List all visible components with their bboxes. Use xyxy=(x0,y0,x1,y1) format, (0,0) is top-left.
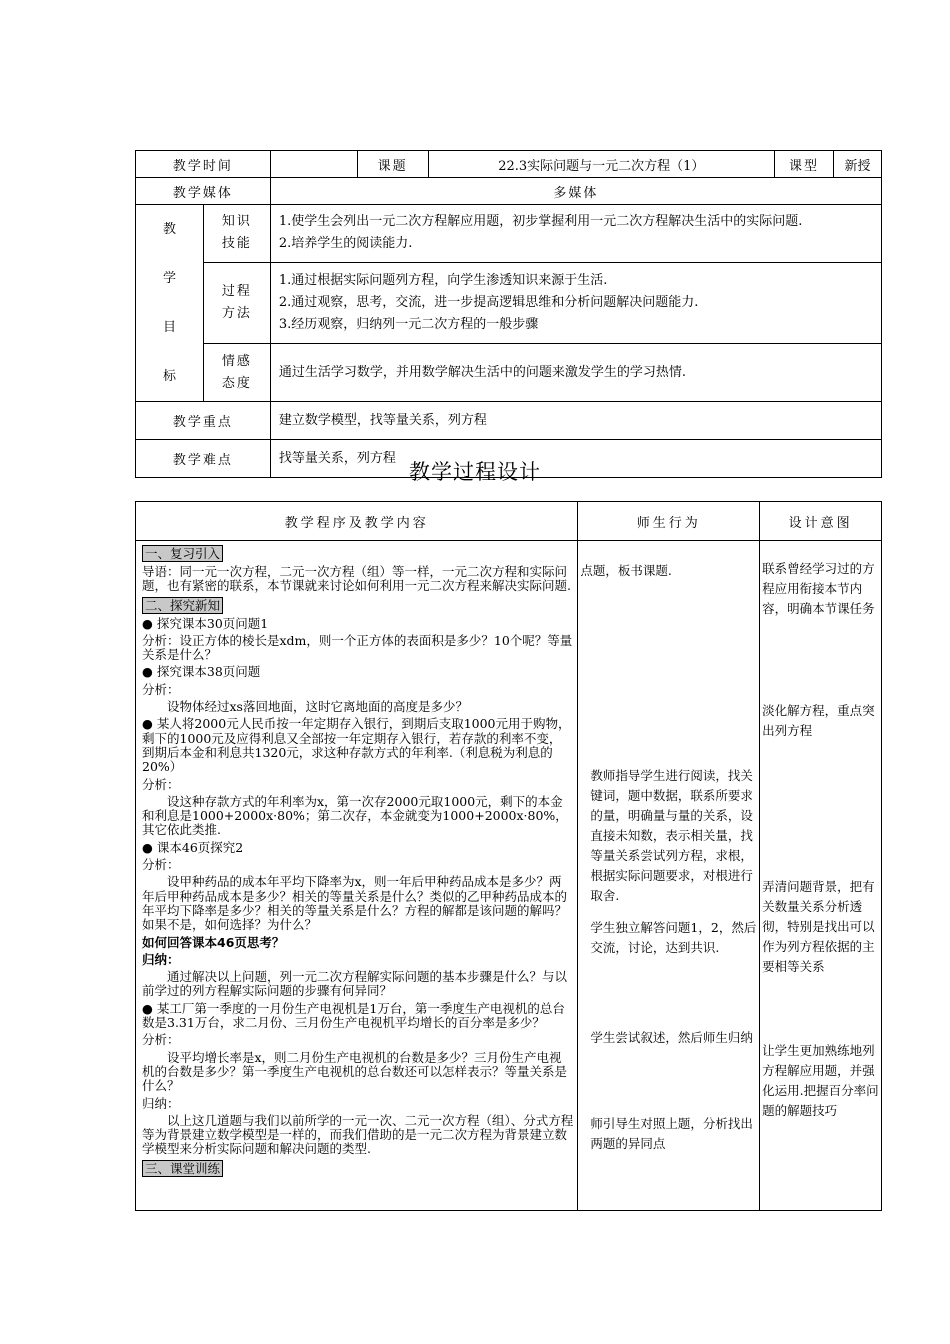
difficulty-label: 教学难点 xyxy=(136,440,271,478)
goals-label-char: 学 xyxy=(162,271,176,286)
action-item: 学生尝试叙述，然后师生归纳 xyxy=(590,1030,753,1045)
action-item: 师引导生对照上题，分析找出两题的异同点 xyxy=(590,1116,753,1151)
content-line: 设平均增长率是x，则二月份生产电视机的台数是多少？三月份生产电视机的台数是多少？第一季度生产电视机的总台数还可以怎样表示？等量关系是什么？ xyxy=(142,1049,568,1094)
action-item: 教师指导学生进行阅读，找关键词，题中数据，联系所要求的量，明确量与量的关系，设直接未知数，表示相关量，找等量关系尝试列方程，求根，根据实际问题要求，对根进行取舍. xyxy=(590,768,753,903)
action-item: 点题，板书课题. xyxy=(580,563,672,578)
content-line: 分析： xyxy=(142,776,180,792)
section-heading-label: 一、复习引入 xyxy=(142,545,223,562)
content-line: 如何回答课本46页思考？ xyxy=(142,934,285,950)
teaching-content xyxy=(136,541,578,1211)
content-line: 设物体经过xs落回地面，这时它离地面的高度是多少？ xyxy=(167,699,468,715)
process-goal-item: 3.经历观察，归纳列一元二次方程的一般步骤 xyxy=(278,316,539,332)
difficulty-text: 找等量关系，列方程 xyxy=(270,440,881,478)
process-goal-item: 1.通过根据实际问题列方程，向学生渗透知识来源于生活. xyxy=(278,272,608,288)
goals-label xyxy=(136,205,204,402)
content-line: ● 探究课本30页问题1 xyxy=(142,615,269,631)
emotion-label xyxy=(203,344,270,402)
content-line: 分析：设正方体的棱长是xdm，则一个正方体的表面积是多少？10个呢？等量关系是什么？ xyxy=(142,632,573,663)
media-value: 多媒体 xyxy=(270,178,881,205)
section-heading xyxy=(142,1160,573,1177)
content-line: 分析： xyxy=(142,681,180,697)
content-line: 以上这几道题与我们以前所学的一元一次、二元一次方程（组）、分式方程等为背景建立数学模型是一样的，而我们借助的是一元二次方程为背景建立数学模型来分析实际问题和解决问题的类型. xyxy=(142,1112,574,1157)
emotion-label-line: 态度 xyxy=(221,375,252,391)
teaching-time-label: 教学时间 xyxy=(136,151,271,178)
knowledge-label-line: 技能 xyxy=(221,236,252,252)
teaching-time-value xyxy=(270,151,357,178)
section-heading-label: 三、课堂训练 xyxy=(142,1160,223,1177)
section-title: 教学过程设计 xyxy=(409,460,541,484)
section-heading xyxy=(142,597,573,614)
key-point-label: 教学重点 xyxy=(136,402,271,440)
goals-label-char: 目 xyxy=(162,320,176,335)
media-label: 教学媒体 xyxy=(136,178,271,205)
emotion-goal: 通过生活学习数学，并用数学解决生活中的问题来激发学生的学习热情. xyxy=(270,344,881,402)
content-line: 通过解决以上问题，列一元二次方程解实际问题的基本步骤是什么？与以前学过的列方程解实际问题的步骤有何异同？ xyxy=(142,969,568,999)
teacher-student-actions xyxy=(578,541,760,1211)
lesson-type-value: 新授 xyxy=(834,151,882,178)
process-label-line: 方法 xyxy=(221,305,252,321)
knowledge-label xyxy=(203,205,270,263)
content-line: ● 课本46页探究2 xyxy=(142,839,244,855)
knowledge-goal-item: 1.使学生会列出一元二次方程解应用题，初步掌握利用一元二次方程解决生活中的实际问题. xyxy=(278,214,803,230)
content-line: 设甲种药品的成本年平均下降率为x，则一年后甲种药品成本是多少？两年后甲种药品成本是多少？相关的等量关系是什么？类似的乙甲种药品成本的年平均下降率是多少？相关的等量关系是什么？方程的解都是该问题的解吗？如果不是，如何选择？为什么？ xyxy=(142,874,568,933)
lesson-info-table xyxy=(135,150,882,478)
emotion-label-line: 情感 xyxy=(221,353,252,369)
action-item: 学生独立解答问题1，2，然后交流，讨论，达到共识. xyxy=(590,920,757,955)
intent-item: 弄清问题背景，把有关数量关系分析透彻，特别是找出可以作为列方程依据的主要相等关系 xyxy=(762,879,875,974)
topic-label: 课题 xyxy=(357,151,428,178)
col-header-intent: 设计意图 xyxy=(760,502,882,541)
design-intents xyxy=(760,541,882,1211)
knowledge-goals xyxy=(270,205,881,263)
content-line: ● 某工厂第一季度的一月份生产电视机是1万台，第一季度生产电视机的总台数是3.31万台，求二月份、三月份生产电视机平均增长的百分率是多少？ xyxy=(142,1000,565,1031)
process-goals xyxy=(270,262,881,343)
intent-item: 淡化解方程，重点突出列方程 xyxy=(762,703,875,738)
content-line: 归纳： xyxy=(142,951,180,967)
col-header-content: 教学程序及教学内容 xyxy=(136,502,578,541)
content-line: 分析： xyxy=(142,857,180,873)
intent-item: 联系曾经学习过的方程应用衔接本节内容，明确本节课任务 xyxy=(762,561,875,616)
process-design-table xyxy=(135,501,882,1211)
content-line: 设这种存款方式的年利率为x，第一次存2000元取1000元，剩下的本金和利息是1000+2000x·80%；第二次存，本金就变为1000+2000x·80%，其它依此类推. xyxy=(142,793,568,838)
col-header-actions: 师生行为 xyxy=(578,502,760,541)
process-method-label xyxy=(203,262,270,343)
content-line: 导语：同一元一次方程，二元一次方程（组）等一样，一元二次方程和实际问题，也有紧密的联系，本节课就来讨论如何利用一元二次方程来解决实际问题. xyxy=(142,564,571,594)
content-line: 归纳： xyxy=(142,1095,180,1111)
topic-value: 22.3实际问题与一元二次方程（1） xyxy=(428,151,775,178)
lesson-type-label: 课型 xyxy=(775,151,834,178)
section-heading xyxy=(142,545,573,562)
content-line: 分析： xyxy=(142,1032,180,1048)
intent-item: 让学生更加熟练地列方程解应用题，并强化运用.把握百分率问题的解题技巧 xyxy=(762,1043,879,1118)
knowledge-goal-item: 2.培养学生的阅读能力. xyxy=(278,236,413,252)
content-line: ● 探究课本38页问题 xyxy=(142,664,261,680)
process-goal-item: 2.通过观察，思考，交流，进一步提高逻辑思维和分析问题解决问题能力. xyxy=(278,294,699,310)
knowledge-label-line: 知识 xyxy=(221,214,252,230)
section-heading-label: 二、探究新知 xyxy=(142,597,223,614)
process-label-line: 过程 xyxy=(221,283,252,299)
goals-label-char: 教 xyxy=(162,222,176,237)
key-point-text: 建立数学模型，找等量关系，列方程 xyxy=(270,402,881,440)
content-line: ● 某人将2000元人民币按一年定期存入银行，到期后支取1000元用于购物，剩下的1000元及应得利息又全部按一年定期存入银行，若存款的利率不变，到期后本金和利息共1320元，求这种存款方式的年利率.（利息税为利息的20%） xyxy=(142,716,571,775)
goals-label-char: 标 xyxy=(162,369,176,384)
